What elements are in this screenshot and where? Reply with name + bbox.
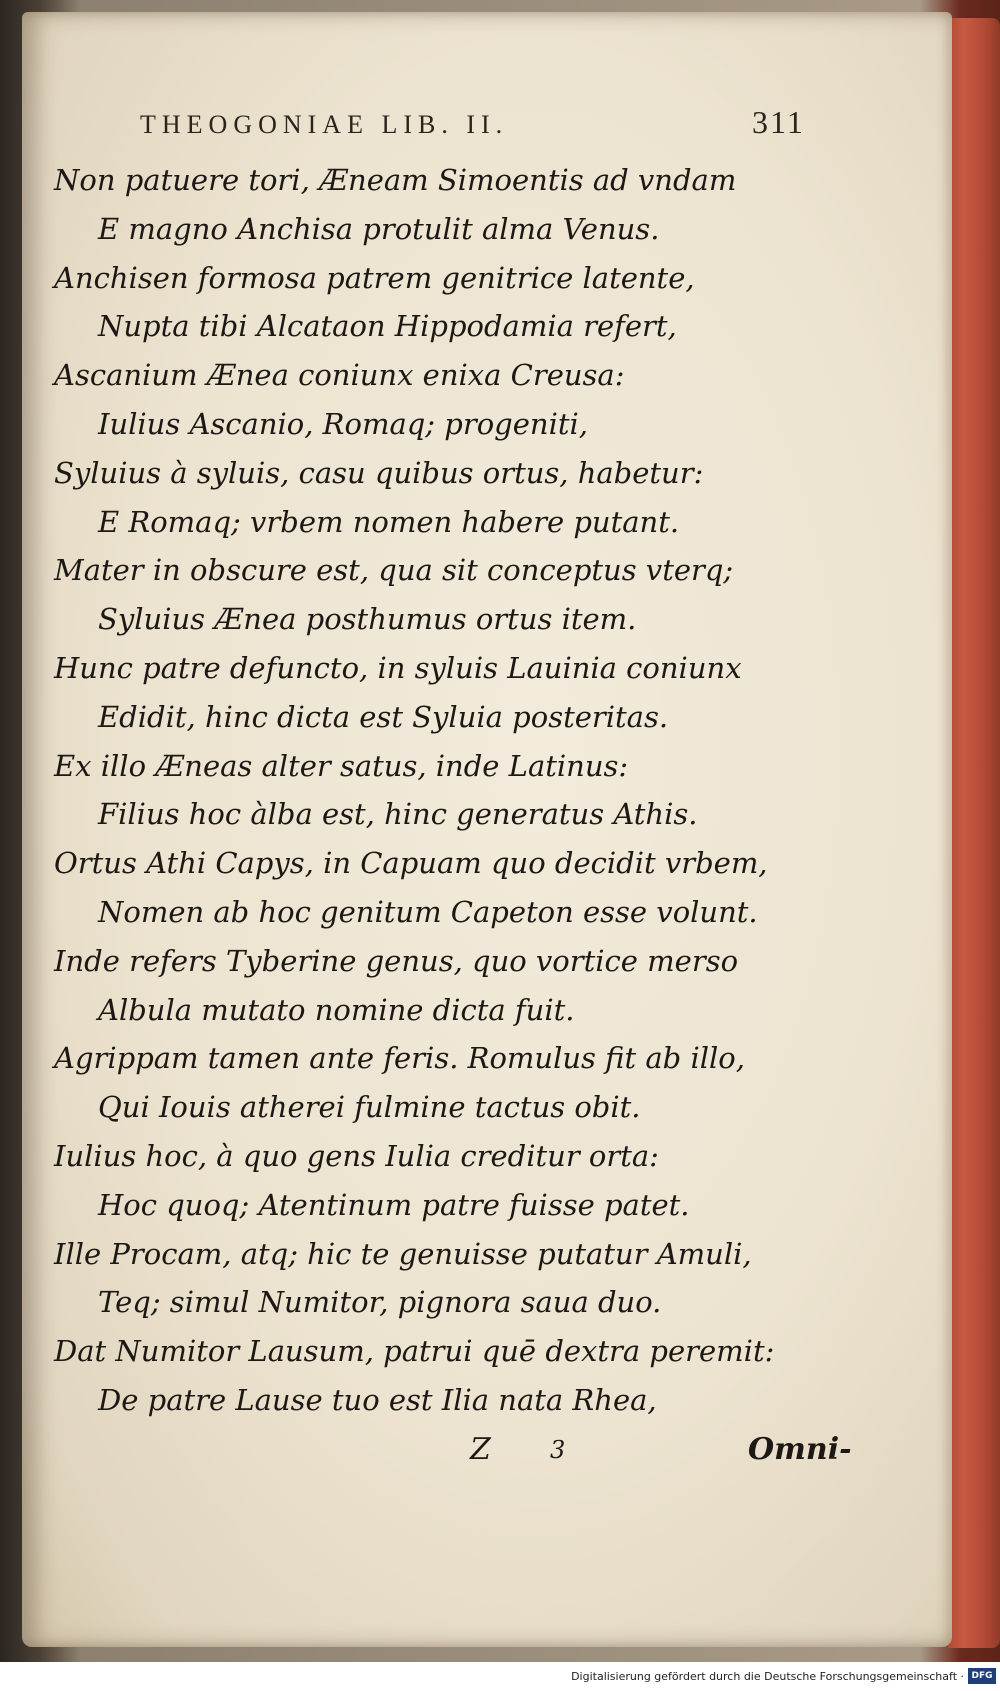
- verse-line: Non patuere tori, Æneam Simoentis ad vndam: [54, 163, 737, 197]
- verse-line: Syluius à syluis, casu quibus ortus, habetur:: [54, 455, 704, 490]
- verse-line: Nupta tibi Alcataon Hippodamia refert,: [98, 309, 677, 344]
- verse-line: E magno Anchisa protulit alma Venus.: [98, 211, 660, 246]
- verse-line: Ille Procam, atq; hic te genuisse putatur Amuli,: [54, 1236, 752, 1271]
- verse-line: Iulius Ascanio, Romaq; progeniti,: [98, 406, 589, 441]
- signature-mark: Z: [470, 1432, 491, 1467]
- page-number: 311: [752, 104, 805, 140]
- verse-line: Anchisen formosa patrem genitrice latente,: [54, 260, 695, 295]
- verse-line: Mater in obscure est, qua sit conceptus vterq;: [54, 553, 734, 588]
- verse-line: Edidit, hinc dicta est Syluia posteritas.: [98, 699, 669, 734]
- funding-credit: Digitalisierung gefördert durch die Deutsche Forschungsgemeinschaft ·: [571, 1670, 964, 1683]
- red-page-edge: [948, 18, 1000, 1648]
- verse-line: Albula mutato nomine dicta fuit.: [98, 992, 575, 1027]
- verse-line: Qui Iouis atherei fulmine tactus obit.: [98, 1090, 641, 1125]
- verse-line: Filius hoc àlba est, hinc generatus Athis.: [98, 797, 698, 832]
- verse-line: Inde refers Tyberine genus, quo vortice merso: [54, 943, 739, 978]
- verse-line: Hunc patre defuncto, in syluis Lauinia coniunx: [54, 650, 742, 685]
- signature-number: 3: [550, 1436, 566, 1464]
- verse-line: E Romaq; vrbem nomen habere putant.: [98, 504, 680, 539]
- verse-line: Iulius hoc, à quo gens Iulia creditur orta:: [54, 1138, 659, 1173]
- verse-line: Hoc quoq; Atentinum patre fuisse patet.: [98, 1187, 690, 1222]
- page-header: [140, 104, 840, 144]
- catchword: Omni-: [748, 1432, 852, 1467]
- verse-line: Teq; simul Numitor, pignora saua duo.: [98, 1285, 662, 1320]
- running-title: THEOGONIAE LIB. II.: [140, 110, 509, 139]
- footer-bar: [0, 1666, 1000, 1688]
- verse-line: Ascanium Ænea coniunx enixa Creusa:: [54, 358, 625, 393]
- verse-text: [54, 156, 884, 1425]
- verse-line: Syluius Ænea posthumus ortus item.: [98, 602, 637, 637]
- dfg-logo: DFG: [968, 1668, 996, 1684]
- verse-line: Agrippam tamen ante feris. Romulus fit ab illo,: [54, 1041, 745, 1076]
- verse-line: Nomen ab hoc genitum Capeton esse volunt.: [98, 894, 758, 929]
- verse-line: Dat Numitor Lausum, patrui quē dextra peremit:: [54, 1334, 775, 1369]
- verse-line: Ex illo Æneas alter satus, inde Latinus:: [54, 748, 629, 783]
- verse-line: De patre Lause tuo est Ilia nata Rhea,: [98, 1382, 657, 1417]
- catchline: [470, 1432, 870, 1480]
- verse-line: Ortus Athi Capys, in Capuam quo decidit vrbem,: [54, 846, 768, 881]
